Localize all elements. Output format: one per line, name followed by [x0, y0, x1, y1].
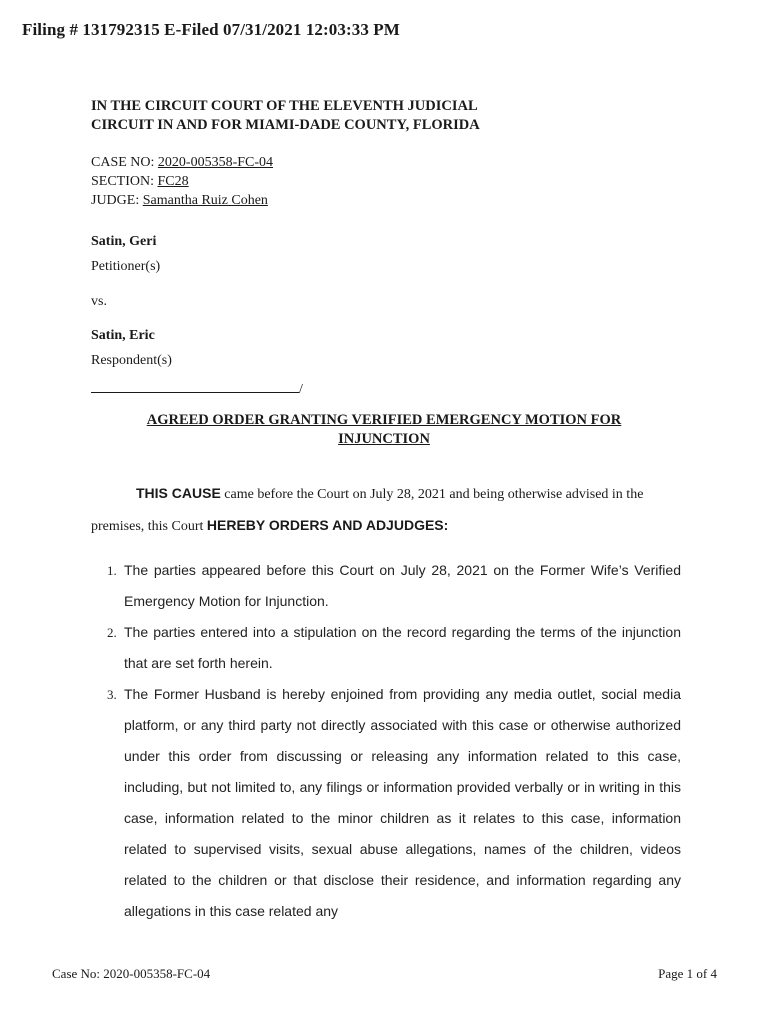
section-label: SECTION: — [91, 174, 158, 189]
caption-signature-line — [91, 378, 303, 398]
section-row — [91, 172, 273, 191]
footer-page-number: Page 1 of 4 — [658, 966, 717, 981]
footer-case-number: Case No: 2020-005358-FC-04 — [52, 966, 211, 981]
orders-adjudges-heading: HEREBY ORDERS AND ADJUDGES: — [206, 517, 449, 533]
order-item — [91, 617, 681, 679]
order-item-number: 3. — [107, 687, 117, 702]
petitioner-name: Satin, Geri — [91, 234, 157, 249]
order-item-text: The parties appeared before this Court on July 28, 2021 on the Former Wife’s Verified Emergency Motion for Injunction. — [124, 562, 681, 609]
order-item — [91, 555, 681, 617]
order-title-line-1: AGREED ORDER GRANTING VERIFIED EMERGENCY MOTION FOR — [146, 412, 622, 428]
judge-label: JUDGE: — [91, 193, 143, 208]
order-item-text: The Former Husband is hereby enjoined from providing any media outlet, social media platform, or any third party not directly associated with this case or otherwise authorized under this order from discussing or releasing any information related to this case, including, but not limited to, any filings or information provided verbally or in writing in this case, information related to the minor children as it relates to this case, information related to supervised visits, sexual abuse allegations, names of the children, videos related to the children or that disclose their residence, and information regarding any allegations in this case related any — [124, 686, 681, 919]
order-intro-paragraph — [91, 478, 681, 542]
section-value: FC28 — [157, 174, 189, 189]
case-number-row — [91, 153, 273, 172]
caption-rule — [91, 378, 299, 393]
order-item-number: 2. — [107, 625, 117, 640]
intro-text: came before the Court on July 28, 2021 and being otherwise advised in the premises, this Court — [91, 487, 644, 534]
judge-name: Samantha Ruiz Cohen — [142, 193, 268, 208]
order-title-line-2: INJUNCTION — [338, 431, 430, 447]
case-info-block — [91, 153, 273, 210]
filing-stamp: Filing # 131792315 E-Filed 07/31/2021 12:03:33 PM — [22, 20, 400, 39]
case-number-label: CASE NO: — [91, 155, 158, 170]
caption-slash: / — [299, 382, 303, 397]
respondent-role: Respondent(s) — [91, 353, 172, 368]
court-heading-line-2: CIRCUIT IN AND FOR MIAMI-DADE COUNTY, FLORIDA — [91, 117, 480, 133]
court-heading — [91, 97, 480, 135]
judge-row — [91, 191, 273, 210]
court-heading-line-1: IN THE CIRCUIT COURT OF THE ELEVENTH JUDICIAL — [91, 98, 478, 114]
this-cause-lead: THIS CAUSE — [136, 485, 221, 501]
order-item-text: The parties entered into a stipulation on the record regarding the terms of the injunction that are set forth herein. — [124, 624, 681, 671]
versus-label: vs. — [91, 294, 107, 309]
order-item — [91, 679, 681, 927]
respondent-name: Satin, Eric — [91, 328, 155, 343]
order-item-number: 1. — [107, 563, 117, 578]
order-items-list — [91, 555, 681, 927]
petitioner-role: Petitioner(s) — [91, 259, 161, 274]
case-number: 2020-005358-FC-04 — [157, 155, 274, 170]
order-title — [91, 411, 677, 449]
